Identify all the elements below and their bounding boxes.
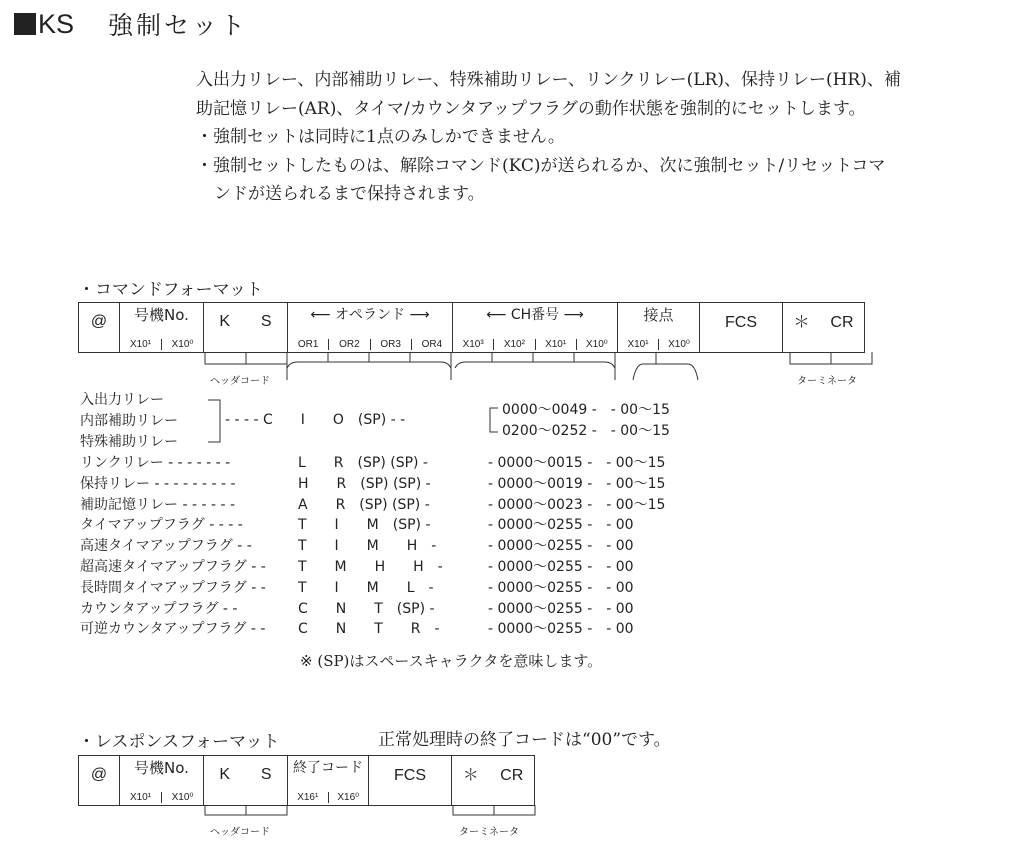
title-text: 強制セット (108, 11, 249, 40)
header-code-label: ヘッダコード (210, 376, 270, 387)
intro-line: 助記憶リレー(AR)、タイマ/カウンタアップフラグの動作状態を強制的にセットします。 (196, 98, 866, 119)
list-label: 特殊補助リレー (80, 433, 178, 450)
list-item: カウンタアップフラグ - - C N T (SP) - - 0000～0255 - - 00 (80, 600, 634, 617)
right-arrow-icon: ⟶ (563, 307, 584, 323)
list-item: 高速タイマアップフラグ - - T I M H - - 0000～0255 - - 00 (80, 538, 634, 555)
terminator-label: ターミネータ (797, 376, 857, 387)
list-label: 内部補助リレー (80, 412, 178, 429)
unit-no-cell: 号機No. X10¹ X10⁰ (120, 756, 204, 806)
end-code-cell: 終了コード X16¹ X16⁰ (288, 756, 369, 806)
list-item: リンクリレー - - - - - - - L R (SP) (SP) - - 0000～0015 - - 00～15 (80, 455, 666, 471)
ch-number-cell: ⟵ CH番号 ⟶ X10³ X10² X10¹ X10⁰ (453, 303, 618, 353)
list-label: 入出力リレー (80, 392, 164, 408)
at-cell: @ (79, 303, 120, 353)
response-caption: 正常処理時の終了コードは“00”です。 (378, 730, 671, 750)
right-arrow-icon: ⟶ (409, 307, 430, 323)
cio-ops: - - - - C I O (SP) - - (225, 412, 406, 428)
cio-range-2: 0200～0252 - - 00～15 (502, 423, 670, 439)
intro-bullet: ・強制セットは同時に1点のみしかできません。 (196, 127, 565, 147)
contact-cell: 接点 X10¹ X10⁰ (618, 303, 700, 353)
list-item: 補助記憶リレー - - - - - - A R (SP) (SP) - - 0000～0023 - - 00～15 (80, 496, 666, 513)
title-code: KS (38, 8, 75, 39)
left-arrow-icon: ⟵ (310, 307, 331, 323)
intro-line: 入出力リレー、内部補助リレー、特殊補助リレー、リンクリレー(LR)、保持リレー(HR)、補 (196, 70, 901, 90)
at-cell: @ (79, 756, 120, 806)
fcs-cell: FCS (700, 303, 783, 353)
cio-range-1: 0000～0049 - - 00～15 (502, 402, 670, 418)
command-format-heading: ・コマンドフォーマット (78, 280, 263, 300)
intro-bullet-continued: ンドが送られるまで保持されます。 (214, 184, 485, 204)
header-code-label: ヘッダコード (210, 827, 270, 838)
response-format-heading: ・レスポンスフォーマット (78, 732, 280, 752)
sp-note: ※ (SP)はスペースキャラクタを意味します。 (300, 652, 603, 670)
header-ks-cell: K S (204, 303, 288, 353)
list-item: 保持リレー - - - - - - - - - H R (SP) (SP) - - 0000～0019 - - 00～15 (80, 475, 666, 492)
terminator-label: ターミネータ (459, 827, 519, 838)
operand-cell: ⟵ オペランド ⟶ OR1 OR2 OR3 OR4 (288, 303, 453, 353)
list-item: 長時間タイマアップフラグ - - T I M L - - 0000～0255 - - 00 (80, 579, 634, 596)
fcs-cell: FCS (369, 756, 452, 806)
terminator-cell: ＊ CR (783, 303, 865, 353)
intro-bullet: ・強制セットしたものは、解除コマンド(KC)が送られるか、次に強制セット/リセットコマ (196, 155, 886, 176)
list-item: タイマアップフラグ - - - - T I M (SP) - - 0000～0255 - - 00 (80, 517, 634, 534)
unit-no-cell: 号機No. X10¹ X10⁰ (120, 303, 204, 353)
terminator-cell: ＊ CR (452, 756, 535, 806)
list-item: 可逆カウンタアップフラグ - - C N T R - - 0000～0255 - - 00 (80, 621, 634, 638)
left-arrow-icon: ⟵ (486, 307, 507, 323)
list-item: 超高速タイマアップフラグ - - T M H H - - 0000～0255 - - 00 (80, 558, 634, 575)
header-ks-cell: K S (204, 756, 288, 806)
